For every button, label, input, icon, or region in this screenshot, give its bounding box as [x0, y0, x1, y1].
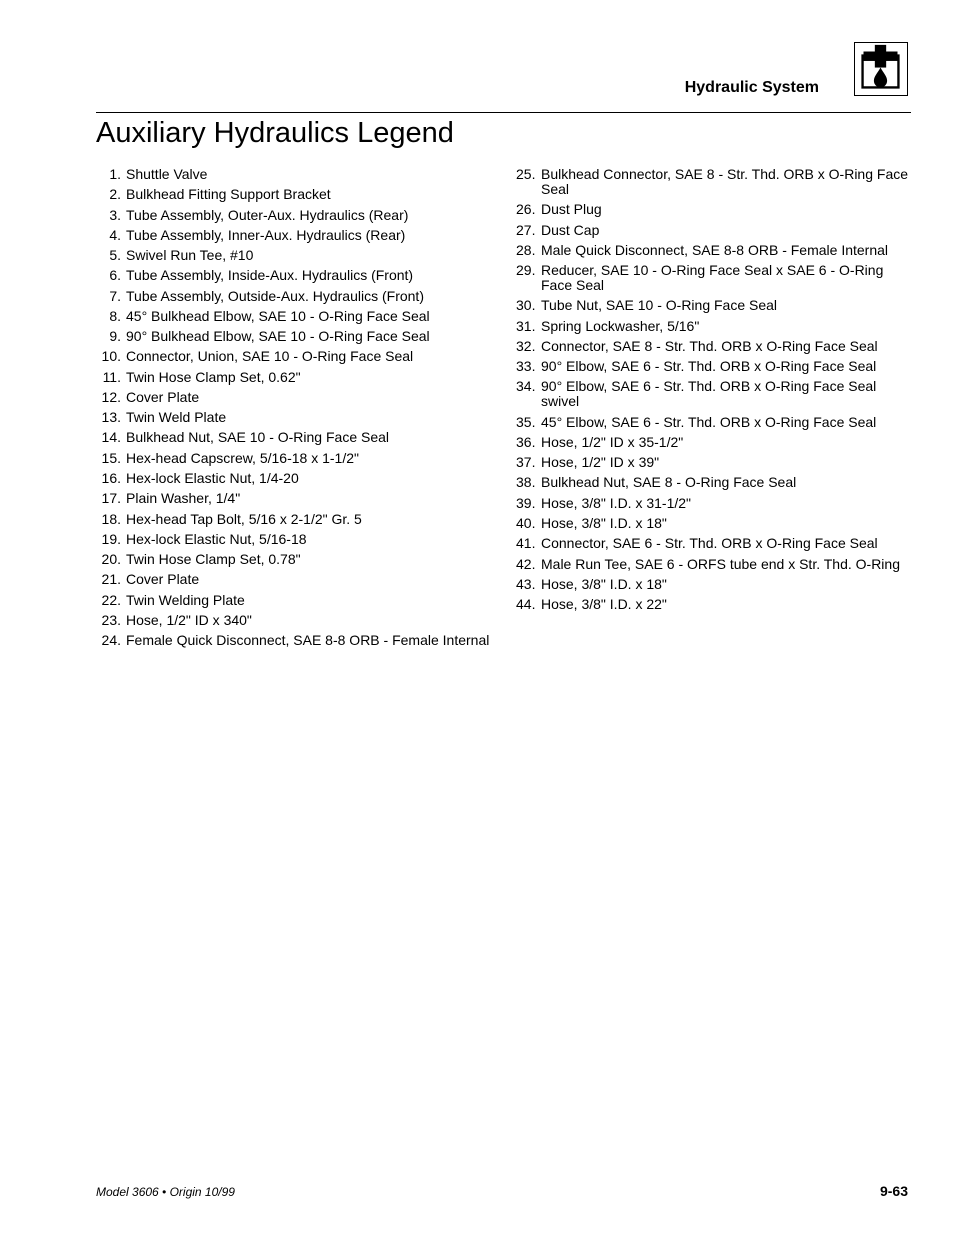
item-text-line: Male Quick Disconnect, SAE 8-8 ORB - Female Internal [541, 241, 889, 258]
item-text [541, 475, 796, 490]
item-text-line: Tube Assembly, Outside-Aux. Hydraulics (Front) [126, 287, 424, 304]
item-text-line: Shuttle Valve [126, 166, 208, 182]
item-text [126, 390, 199, 405]
item-text [126, 471, 299, 486]
item-text-line: Tube Assembly, Inside-Aux. Hydraulics (Front) [126, 267, 414, 284]
item-text-line: Hose, 1/2" ID x 39" [541, 454, 660, 471]
item-number: 16. [101, 469, 121, 486]
item-text [541, 415, 876, 430]
item-number: 24. [101, 632, 121, 649]
item-number: 7. [109, 287, 121, 304]
item-number: 5. [109, 247, 121, 264]
item-text-line: Dust Cap [541, 221, 600, 238]
legend-item [96, 471, 496, 486]
item-number: 14. [101, 429, 121, 446]
item-text-continuation: Face Seal [541, 277, 605, 294]
item-text-line: Bulkhead Nut, SAE 8 - O-Ring Face Seal [541, 474, 797, 491]
item-number: 30. [516, 297, 536, 314]
legend-item [516, 298, 916, 313]
item-text-line: Twin Hose Clamp Set, 0.78" [126, 551, 301, 568]
page-title: Auxiliary Hydraulics Legend [96, 117, 454, 149]
legend-item [96, 248, 496, 263]
legend-item [96, 572, 496, 587]
item-text-line: Spring Lockwasher, 5/16" [541, 317, 700, 334]
item-number: 11. [102, 368, 121, 385]
item-text-line: Twin Weld Plate [126, 409, 227, 426]
item-text [126, 613, 252, 628]
legend-item [96, 512, 496, 527]
item-text [126, 552, 301, 567]
legend-item [96, 552, 496, 567]
item-number: 37. [516, 454, 536, 471]
legend-item [96, 430, 496, 445]
item-number: 22. [101, 591, 121, 608]
item-text [541, 379, 876, 409]
item-number: 34. [516, 378, 536, 395]
legend-item [516, 379, 916, 409]
legend-item [516, 435, 916, 450]
footer-model: Model 3606 • Origin 10/99 [96, 1185, 235, 1199]
item-number: 15. [101, 449, 121, 466]
legend-item [96, 370, 496, 385]
item-number: 13. [101, 409, 121, 426]
item-text-line: Tube Assembly, Inner-Aux. Hydraulics (Rear) [126, 226, 406, 243]
legend-item [96, 187, 496, 202]
item-number: 21. [101, 571, 121, 588]
legend-item [516, 455, 916, 470]
item-number: 20. [101, 551, 121, 568]
item-text-line: Plain Washer, 1/4" [126, 490, 241, 507]
item-number: 29. [516, 262, 536, 279]
item-text-line: Hose, 3/8" I.D. x 18" [541, 575, 667, 592]
item-text [126, 491, 240, 506]
item-text-line: Hex-head Tap Bolt, 5/16 x 2-1/2" Gr. 5 [126, 510, 362, 527]
item-number: 26. [516, 201, 536, 218]
item-text [126, 349, 413, 364]
item-text-line: Connector, Union, SAE 10 - O-Ring Face Seal [126, 348, 414, 365]
item-text-line: Reducer, SAE 10 - O-Ring Face Seal x SAE 6 - O-Ring [541, 262, 884, 279]
item-text-line: Hose, 1/2" ID x 35-1/2" [541, 433, 684, 450]
legend-item [96, 593, 496, 608]
legend-item [96, 208, 496, 223]
item-text [541, 577, 667, 592]
item-text [126, 512, 362, 527]
item-text [126, 309, 430, 324]
item-number: 41. [516, 535, 536, 552]
item-number: 1. [109, 166, 121, 182]
item-text [541, 167, 908, 197]
item-text-line: Cover Plate [126, 388, 200, 405]
item-number: 9. [109, 328, 121, 345]
item-text-line: Connector, SAE 6 - Str. Thd. ORB x O-Ring Face Seal [541, 535, 878, 552]
item-text [541, 435, 683, 450]
item-number: 4. [109, 226, 121, 243]
item-text [126, 410, 226, 425]
item-text [126, 532, 307, 547]
item-text [126, 167, 207, 182]
item-text-line: Bulkhead Connector, SAE 8 - Str. Thd. ORB x O-Ring Face [541, 166, 909, 182]
item-text [126, 248, 253, 263]
item-text [541, 243, 888, 258]
legend-item [516, 516, 916, 531]
hydraulic-reservoir-icon [854, 42, 908, 96]
legend-item [96, 349, 496, 364]
item-text-line: Hose, 3/8" I.D. x 31-1/2" [541, 494, 692, 511]
legend-item [96, 167, 496, 182]
item-text-line: Dust Plug [541, 201, 602, 218]
item-text [126, 268, 413, 283]
legend-item [516, 536, 916, 551]
page-number: 9-63 [879, 1183, 908, 1199]
item-number: 10. [101, 348, 121, 365]
item-text [541, 339, 878, 354]
item-text-line: Male Run Tee, SAE 6 - ORFS tube end x Str. Thd. O-Ring [541, 555, 900, 572]
legend-list-left [96, 167, 496, 653]
item-number: 2. [109, 186, 121, 203]
item-number: 12. [101, 388, 121, 405]
legend-item [516, 415, 916, 430]
legend-item [516, 496, 916, 511]
item-text [126, 430, 389, 445]
item-text-line: Twin Welding Plate [126, 591, 245, 608]
item-number: 44. [516, 596, 536, 613]
item-text-line: Connector, SAE 8 - Str. Thd. ORB x O-Ring Face Seal [541, 337, 878, 354]
item-number: 38. [516, 474, 536, 491]
item-text-line: Tube Nut, SAE 10 - O-Ring Face Seal [541, 297, 778, 314]
item-text-continuation: Seal [541, 181, 570, 197]
legend-item [96, 451, 496, 466]
item-text [126, 593, 245, 608]
legend-item [516, 223, 916, 238]
legend-item [96, 329, 496, 344]
item-text [541, 557, 900, 572]
item-number: 31. [516, 317, 536, 334]
item-text-line: Bulkhead Nut, SAE 10 - O-Ring Face Seal [126, 429, 390, 446]
item-text-line: 90° Elbow, SAE 6 - Str. Thd. ORB x O-Ring Face Seal [541, 378, 877, 395]
item-number: 27. [516, 221, 536, 238]
item-text [541, 223, 599, 238]
item-number: 40. [516, 514, 536, 531]
item-number: 19. [101, 530, 121, 547]
item-number: 28. [516, 241, 536, 258]
item-text-line: Twin Hose Clamp Set, 0.62" [126, 368, 301, 385]
item-text-line: 45° Bulkhead Elbow, SAE 10 - O-Ring Face Seal [126, 307, 430, 324]
item-text-line: Cover Plate [126, 571, 200, 588]
legend-item [516, 475, 916, 490]
legend-item [96, 390, 496, 405]
legend-item [516, 359, 916, 374]
item-text [541, 359, 876, 374]
item-number: 42. [516, 555, 536, 572]
item-text-continuation: swivel [541, 393, 580, 410]
item-text [126, 289, 424, 304]
item-number: 43. [516, 575, 536, 592]
item-number: 6. [109, 267, 121, 284]
legend-item [516, 167, 916, 197]
item-text [541, 263, 883, 293]
item-text [126, 187, 331, 202]
item-text-line: Tube Assembly, Outer-Aux. Hydraulics (Rear) [126, 206, 409, 223]
item-text-line: Swivel Run Tee, #10 [126, 247, 254, 264]
item-text [541, 597, 667, 612]
legend-item [96, 309, 496, 324]
item-text [541, 298, 777, 313]
item-text [541, 455, 659, 470]
item-text-line: 45° Elbow, SAE 6 - Str. Thd. ORB x O-Ring Face Seal [541, 413, 877, 430]
item-text [126, 370, 301, 385]
legend-item [516, 339, 916, 354]
legend-item [516, 577, 916, 592]
item-number: 8. [109, 307, 121, 324]
legend-item [96, 268, 496, 283]
legend-list-right [516, 167, 916, 617]
item-text [541, 536, 878, 551]
item-number: 3. [109, 206, 121, 223]
item-text [126, 329, 430, 344]
item-number: 18. [101, 510, 121, 527]
item-text-line: 90° Bulkhead Elbow, SAE 10 - O-Ring Face Seal [126, 328, 430, 345]
item-number: 36. [516, 433, 536, 450]
item-text [541, 319, 699, 334]
legend-item [96, 410, 496, 425]
legend-item [96, 491, 496, 506]
legend-item [516, 319, 916, 334]
header-rule [96, 112, 911, 113]
section-title: Hydraulic System [684, 79, 819, 96]
legend-item [96, 633, 496, 648]
item-number: 35. [516, 413, 536, 430]
item-text-line: Hose, 3/8" I.D. x 22" [541, 596, 667, 613]
legend-item [516, 557, 916, 572]
item-text [541, 516, 667, 531]
item-text-line: Hose, 1/2" ID x 340" [126, 611, 252, 628]
item-text-line: Hose, 3/8" I.D. x 18" [541, 514, 667, 531]
item-text [126, 572, 199, 587]
item-number: 23. [101, 611, 121, 628]
item-text [126, 228, 405, 243]
item-text-line: 90° Elbow, SAE 6 - Str. Thd. ORB x O-Ring Face Seal [541, 358, 877, 375]
legend-item [516, 202, 916, 217]
item-text [541, 202, 602, 217]
item-text-line: Bulkhead Fitting Support Bracket [126, 186, 331, 203]
item-text [126, 633, 489, 648]
item-text-line: Hex-lock Elastic Nut, 5/16-18 [126, 530, 307, 547]
item-text-line: Hex-lock Elastic Nut, 1/4-20 [126, 469, 299, 486]
legend-item [516, 243, 916, 258]
item-text [541, 496, 691, 511]
legend-item [96, 532, 496, 547]
legend-item [96, 289, 496, 304]
item-text-line: Hex-head Capscrew, 5/16-18 x 1-1/2" [126, 449, 359, 466]
item-number: 32. [516, 337, 536, 354]
legend-item [96, 613, 496, 628]
item-text [126, 208, 408, 223]
item-number: 33. [516, 358, 536, 375]
item-number: 25. [516, 166, 536, 182]
item-text-line: Female Quick Disconnect, SAE 8-8 ORB - Female Internal [126, 632, 490, 649]
item-text [126, 451, 359, 466]
item-number: 17. [101, 490, 121, 507]
legend-item [516, 597, 916, 612]
legend-item [516, 263, 916, 293]
item-number: 39. [516, 494, 536, 511]
legend-item [96, 228, 496, 243]
